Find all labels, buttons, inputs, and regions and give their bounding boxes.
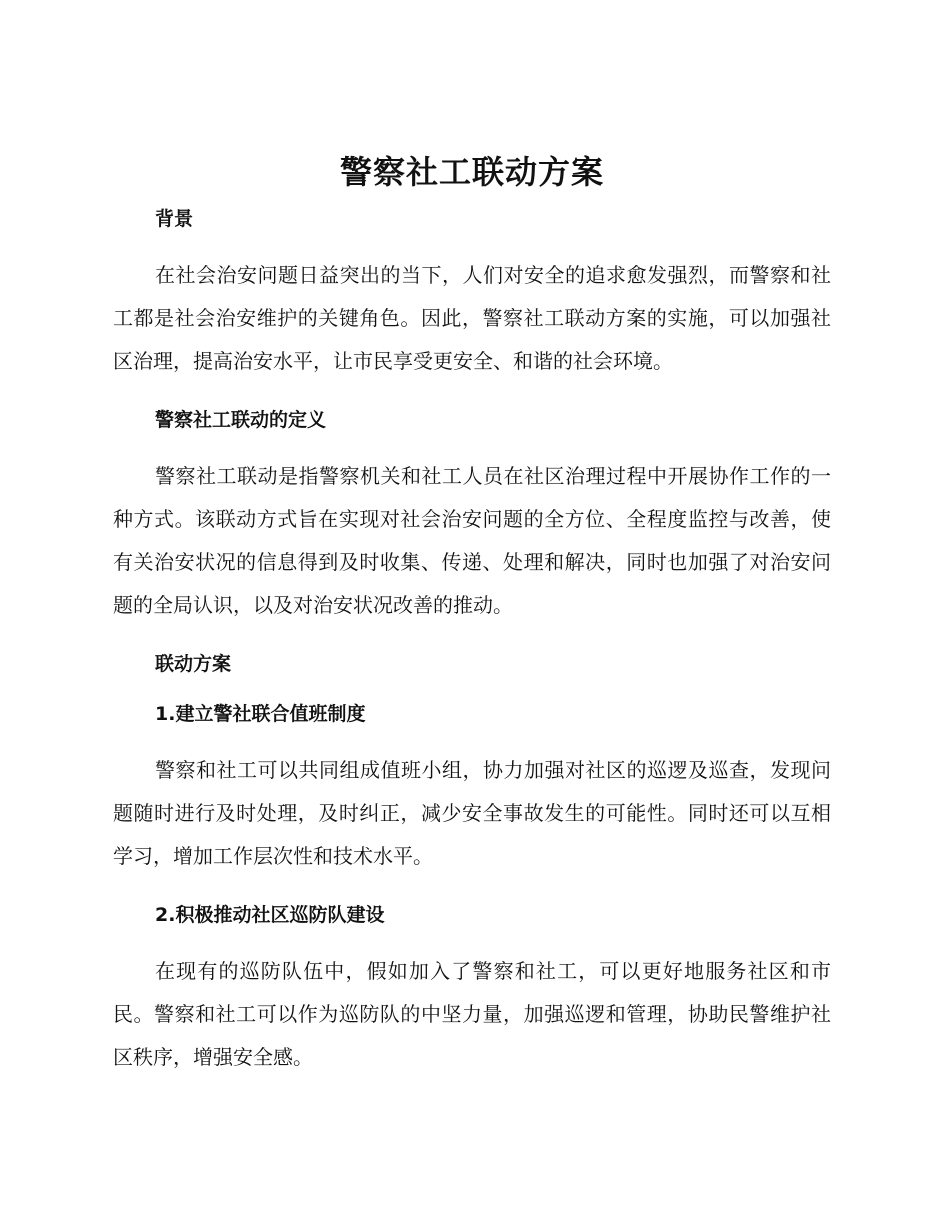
section-paragraph: 在现有的巡防队伍中，假如加入了警察和社工，可以更好地服务社区和市民。警察和社工可以作为巡防队的中坚力量，加强巡逻和管理，协助民警维护社区秩序，增强安全感。: [113, 959, 831, 1069]
section-joint-duty: [113, 699, 831, 900]
document-title: 警察社工联动方案: [339, 153, 604, 191]
section-heading: 背景: [155, 208, 194, 230]
document-body: [113, 148, 831, 1079]
section-patrol-team: [113, 900, 831, 1079]
section-heading: 联动方案: [155, 653, 232, 675]
section-heading: 警察社工联动的定义: [155, 409, 327, 431]
section-definition: [113, 405, 831, 649]
section-heading: 1.建立警社联合值班制度: [155, 703, 366, 725]
section-heading: 2.积极推动社区巡防队建设: [155, 904, 385, 926]
section-paragraph: 警察社工联动是指警察机关和社工人员在社区治理过程中开展协作工作的一种方式。该联动方式旨在实现对社会治安问题的全方位、全程度监控与改善，使有关治安状况的信息得到及时收集、传递、处理和解决，同时也加强了对治安问题的全局认识，以及对治安状况改善的推动。: [113, 464, 831, 617]
section-plan: [113, 649, 831, 699]
section-background: [113, 204, 831, 405]
section-paragraph: 在社会治安问题日益突出的当下，人们对安全的追求愈发强烈，而警察和社工都是社会治安维护的关键角色。因此，警察社工联动方案的实施，可以加强社区治理，提高治安水平，让市民享受更安全、和谐的社会环境。: [113, 263, 831, 373]
section-paragraph: 警察和社工可以共同组成值班小组，协力加强对社区的巡逻及巡查，发现问题随时进行及时处理，及时纠正，减少安全事故发生的可能性。同时还可以互相学习，增加工作层次性和技术水平。: [113, 758, 831, 868]
